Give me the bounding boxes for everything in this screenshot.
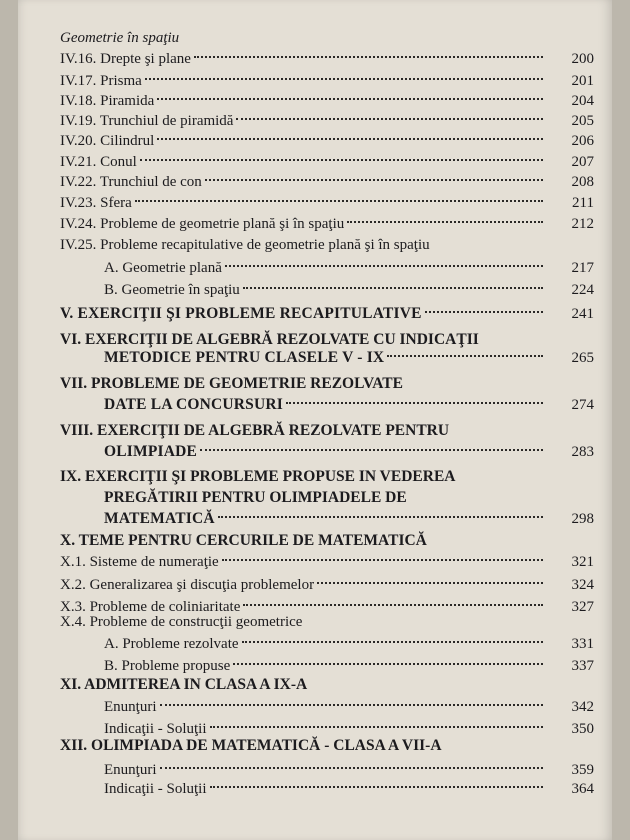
toc-entry bbox=[18, 348, 612, 368]
toc-entry-title: X.2. Generalizarea şi discuţia problemelor bbox=[60, 577, 315, 593]
toc-entry-title: IV.18. Piramida bbox=[60, 93, 155, 109]
toc-entry-page: 212 bbox=[571, 216, 594, 232]
toc-entry-page: 321 bbox=[571, 554, 594, 570]
toc-entry-title: V. EXERCIŢII ŞI PROBLEME RECAPITULATIVE bbox=[60, 305, 422, 322]
toc-entry-title: XI. ADMITEREA IN CLASA A IX-A bbox=[60, 676, 308, 693]
toc-entry-title: IV.23. Sfera bbox=[60, 195, 132, 211]
toc-entry-title: IV.25. Probleme recapitulative de geometrie plană şi în spaţiu bbox=[60, 237, 430, 253]
toc-entry-page: 350 bbox=[571, 721, 594, 737]
toc-entry-title: IX. EXERCIŢII ŞI PROBLEME PROPUSE IN VEDEREA bbox=[60, 468, 456, 485]
toc-entry-title: X.1. Sisteme de numeraţie bbox=[60, 554, 219, 570]
toc-entry-page: 331 bbox=[571, 636, 594, 652]
toc-entry-title: X. TEME PENTRU CERCURILE DE MATEMATICĂ bbox=[60, 532, 427, 549]
toc-entry-title: MATEMATICĂ bbox=[104, 510, 215, 527]
toc-entry bbox=[18, 111, 612, 131]
toc-entry-title: X.4. Probleme de construcţii geometrice bbox=[60, 614, 303, 630]
toc-entry-title: X.3. Probleme de coliniaritate bbox=[60, 599, 241, 615]
toc-entry-page: 207 bbox=[571, 154, 594, 170]
running-header: Geometrie în spaţiu bbox=[60, 30, 180, 46]
toc-entry bbox=[18, 395, 612, 415]
toc-entry bbox=[18, 656, 612, 676]
toc-entry-title: IV.16. Drepte şi plane bbox=[60, 51, 191, 67]
toc-entry bbox=[18, 214, 612, 234]
toc-entry-page: 342 bbox=[571, 699, 594, 715]
toc-entry-title: Enunţuri bbox=[104, 699, 157, 715]
book-page bbox=[18, 0, 612, 840]
toc-entry-title: Indicaţii - Soluţii bbox=[104, 721, 207, 737]
toc-entry-title: Indicaţii - Soluţii bbox=[104, 781, 207, 797]
toc-entry-page: 204 bbox=[571, 93, 594, 109]
toc-entry-title: VII. PROBLEME DE GEOMETRIE REZOLVATE bbox=[60, 375, 403, 392]
toc-entry bbox=[18, 193, 612, 213]
toc-entry-title: IV.20. Cilindrul bbox=[60, 133, 155, 149]
toc-entry-page: 283 bbox=[571, 444, 594, 460]
toc-entry-title: A. Probleme rezolvate bbox=[104, 636, 239, 652]
toc-entry-title: B. Geometrie în spaţiu bbox=[104, 282, 240, 298]
toc-entry-title: IV.22. Trunchiul de con bbox=[60, 174, 202, 190]
toc-entry bbox=[18, 575, 612, 595]
toc-entry-page: 298 bbox=[571, 511, 594, 527]
toc-entry bbox=[18, 552, 612, 572]
toc-entry-title: IV.17. Prisma bbox=[60, 73, 142, 89]
toc-entry-page: 206 bbox=[571, 133, 594, 149]
toc-entry bbox=[18, 697, 612, 717]
toc-entry-page: 364 bbox=[571, 781, 594, 797]
toc-entry bbox=[18, 509, 612, 529]
toc-entry-page: 359 bbox=[571, 762, 594, 778]
toc-entry-page: 201 bbox=[571, 73, 594, 89]
toc-entry-page: 324 bbox=[571, 577, 594, 593]
toc-entry bbox=[18, 91, 612, 111]
toc-entry-page: 211 bbox=[572, 195, 594, 211]
toc-entry-page: 241 bbox=[571, 306, 594, 322]
toc-entry-title: OLIMPIADE bbox=[104, 443, 198, 460]
toc-entry-title: DATE LA CONCURSURI bbox=[104, 396, 284, 413]
toc-entry-title: VI. EXERCIŢII DE ALGEBRĂ REZOLVATE CU INDICAŢII bbox=[60, 331, 479, 348]
toc-entry bbox=[18, 258, 612, 278]
toc-entry bbox=[18, 131, 612, 151]
toc-entry bbox=[18, 760, 612, 780]
toc-entry bbox=[18, 280, 612, 300]
toc-entry-page: 337 bbox=[571, 658, 594, 674]
toc-entry-title: A. Geometrie plană bbox=[104, 260, 222, 276]
toc-entry-page: 205 bbox=[571, 113, 594, 129]
toc-entry-title: IV.19. Trunchiul de piramidă bbox=[60, 113, 234, 129]
toc-entry-title: PREGĂTIRII PENTRU OLIMPIADELE DE bbox=[104, 489, 407, 506]
toc-entry bbox=[18, 634, 612, 654]
toc-entry bbox=[18, 172, 612, 192]
toc-entry bbox=[18, 442, 612, 462]
toc-entry-page: 224 bbox=[571, 282, 594, 298]
toc-entry-title: METODICE PENTRU CLASELE V - IX bbox=[104, 349, 385, 366]
toc-entry-title: XII. OLIMPIADA DE MATEMATICĂ - CLASA A VII-A bbox=[60, 737, 442, 754]
toc-entry-title: B. Probleme propuse bbox=[104, 658, 231, 674]
toc-entry bbox=[18, 71, 612, 91]
toc-entry-title: IV.24. Probleme de geometrie plană şi în spaţiu bbox=[60, 216, 345, 232]
toc-entry bbox=[18, 779, 612, 799]
toc-entry bbox=[18, 304, 612, 324]
toc-entry-page: 208 bbox=[571, 174, 594, 190]
toc-entry-title: VIII. EXERCIŢII DE ALGEBRĂ REZOLVATE PENTRU bbox=[60, 422, 450, 439]
toc-entry-page: 217 bbox=[571, 260, 594, 276]
table-of-contents bbox=[18, 0, 612, 840]
toc-entry-title: Enunţuri bbox=[104, 762, 157, 778]
toc-entry bbox=[18, 152, 612, 172]
toc-entry bbox=[18, 49, 612, 69]
toc-entry-page: 327 bbox=[571, 599, 594, 615]
toc-entry-title: IV.21. Conul bbox=[60, 154, 137, 170]
toc-entry-page: 200 bbox=[571, 51, 594, 67]
toc-entry-page: 265 bbox=[571, 350, 594, 366]
toc-entry-page: 274 bbox=[571, 397, 594, 413]
